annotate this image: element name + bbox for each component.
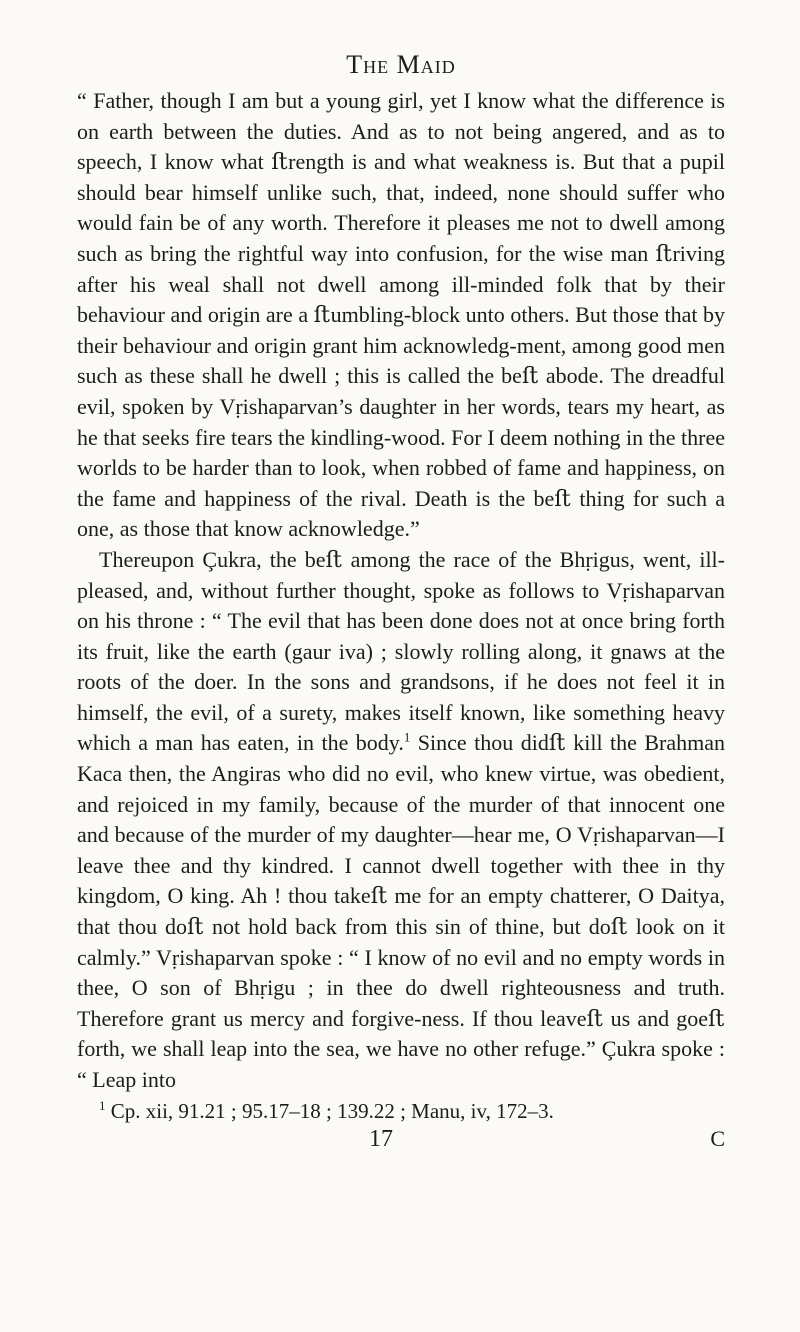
book-page: [77, 50, 725, 1158]
main-text: [77, 86, 725, 1096]
page-number: 17: [369, 1125, 393, 1152]
paragraph-2-text-part-2: Since thou didﬅ kill the Brahman Kaca then, the Angiras who did no evil, who knew virtue, was obedient, and rejoiced in my family, because of the murder of that innocent one and because of the murder of my daughter—hear me, O Vṛishaparvan—I leave thee and thy kindred. I cannot dwell together with thee in thy kingdom, O king. Ah ! thou takeﬅ me for an empty chatterer, O Daitya, that thou doﬅ not hold back from this sin of thine, but doﬅ look on it calmly.” Vṛishaparvan spoke : “ I know of no evil and no empty words in thee, O son of Bhṛigu ; in thee do dwell righteousness and truth. Therefore grant us mercy and forgive-ness. If thou leaveﬅ us and goeﬅ forth, we shall leap into the sea, we have no other refuge.” Çukra spoke : “ Leap into: [77, 730, 725, 1092]
paragraph-1: [77, 86, 725, 545]
running-title: The Maid: [346, 50, 456, 79]
paragraph-1-text: “ Father, though I am but a young girl, yet I know what the difference is on earth between the duties. And as to not being angered, and as to speech, I know what ﬅrength is and what weakness is. But that a pupil should bear himself unlike such, that, indeed, none should suffer who would fain be of any worth. Therefore it pleases me not to dwell among such as bring the rightful way into confusion, for the wise man ﬅriving after his weal shall not dwell among ill-minded folk that by their behaviour and origin are a ﬅumbling-block unto others. But those that by their behaviour and origin grant him acknowledg-ment, among good men such as these shall he dwell ; this is called the beﬅ abode. The dreadful evil, spoken by Vṛishaparvan’s daughter in her words, tears my heart, as he that seeks fire tears the kindling-wood. For I deem nothing in the three worlds to be harder than to look, when robbed of fame and happiness, on the fame and happiness of the rival. Death is the beﬅ thing for such a one, as those that know acknowledge.”: [77, 88, 725, 542]
footnote-marker: 1: [99, 1097, 106, 1113]
page-footer: [77, 1126, 725, 1158]
paragraph-2-text-part-1: Thereupon Çukra, the beﬅ among the race of the Bhṛigus, went, ill-pleased, and, without further thought, spoke as follows to Vṛishaparvan on his throne : “ The evil that has been done does not at once bring forth its fruit, like the earth (gaur iva) ; slowly rolling along, it gnaws at the roots of the doer. In the sons and grandsons, if he does not feel it in himself, the evil, of a surety, makes itself known, like something heavy which a man has eaten, in the body.: [77, 546, 725, 756]
signature-mark: C: [710, 1125, 725, 1151]
footnote-reference: 1: [403, 730, 411, 746]
paragraph-2: [77, 545, 725, 1096]
footnote: [77, 1096, 725, 1126]
footnote-text: Cp. xii, 91.21 ; 95.17–18 ; 139.22 ; Manu, iv, 172–3.: [105, 1098, 554, 1123]
